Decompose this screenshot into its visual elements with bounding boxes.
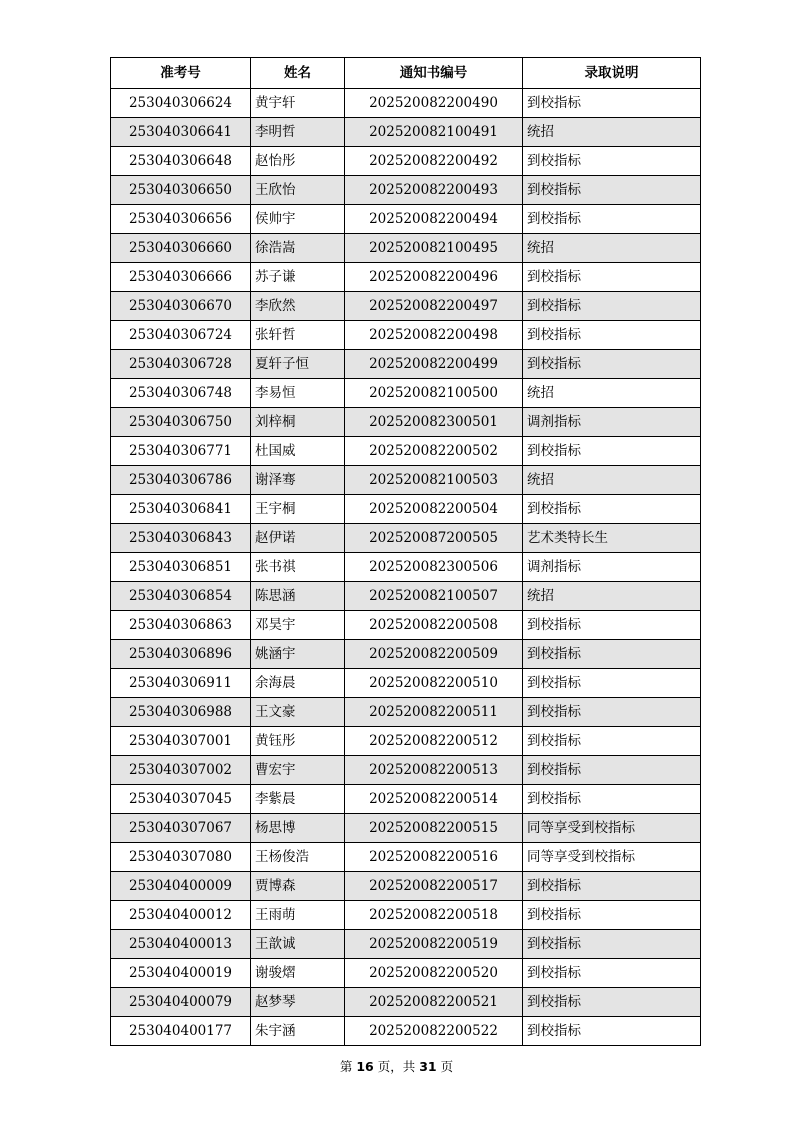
exam-id-cell: 253040400013 (111, 930, 251, 959)
header-admission-note: 录取说明 (523, 58, 701, 89)
exam-id-cell: 253040307002 (111, 756, 251, 785)
exam-id-cell: 253040306728 (111, 350, 251, 379)
admission-note-cell: 到校指标 (523, 611, 701, 640)
table-row (111, 640, 701, 669)
table-row (111, 814, 701, 843)
admission-note-cell: 同等享受到校指标 (523, 843, 701, 872)
notice-number-cell: 202520082200513 (345, 756, 523, 785)
table-row (111, 408, 701, 437)
exam-id-cell: 253040400009 (111, 872, 251, 901)
exam-id-cell: 253040306863 (111, 611, 251, 640)
table-row (111, 843, 701, 872)
admission-note-cell: 到校指标 (523, 437, 701, 466)
table-row (111, 901, 701, 930)
admission-note-cell: 同等享受到校指标 (523, 814, 701, 843)
name-cell: 陈思涵 (251, 582, 345, 611)
name-cell: 谢骏熠 (251, 959, 345, 988)
admission-note-cell: 到校指标 (523, 959, 701, 988)
admission-note-cell: 到校指标 (523, 176, 701, 205)
notice-number-cell: 202520082200514 (345, 785, 523, 814)
notice-number-cell: 202520082100503 (345, 466, 523, 495)
notice-number-cell: 202520082200522 (345, 1017, 523, 1046)
header-name: 姓名 (251, 58, 345, 89)
admission-note-cell: 统招 (523, 582, 701, 611)
table-row (111, 756, 701, 785)
name-cell: 张轩哲 (251, 321, 345, 350)
name-cell: 杜国威 (251, 437, 345, 466)
name-cell: 黄宇轩 (251, 89, 345, 118)
table-row (111, 495, 701, 524)
table-row (111, 727, 701, 756)
notice-number-cell: 202520082200516 (345, 843, 523, 872)
admission-note-cell: 到校指标 (523, 1017, 701, 1046)
name-cell: 赵伊诺 (251, 524, 345, 553)
name-cell: 谢泽骞 (251, 466, 345, 495)
admission-note-cell: 到校指标 (523, 640, 701, 669)
page-number: 16 (356, 1059, 374, 1074)
exam-id-cell: 253040306841 (111, 495, 251, 524)
exam-id-cell: 253040306650 (111, 176, 251, 205)
admission-note-cell: 到校指标 (523, 669, 701, 698)
notice-number-cell: 202520082200498 (345, 321, 523, 350)
exam-id-cell: 253040306851 (111, 553, 251, 582)
name-cell: 王欣怡 (251, 176, 345, 205)
table-row (111, 524, 701, 553)
name-cell: 王歆诚 (251, 930, 345, 959)
exam-id-cell: 253040306656 (111, 205, 251, 234)
notice-number-cell: 202520082200512 (345, 727, 523, 756)
admission-note-cell: 到校指标 (523, 350, 701, 379)
table-row (111, 611, 701, 640)
exam-id-cell: 253040306750 (111, 408, 251, 437)
admission-note-cell: 统招 (523, 379, 701, 408)
table-row (111, 350, 701, 379)
notice-number-cell: 202520082300501 (345, 408, 523, 437)
admission-note-cell: 到校指标 (523, 698, 701, 727)
admission-note-cell: 到校指标 (523, 988, 701, 1017)
header-notice-number: 通知书编号 (345, 58, 523, 89)
exam-id-cell: 253040306988 (111, 698, 251, 727)
admission-note-cell: 到校指标 (523, 785, 701, 814)
footer-suffix: 页 (440, 1059, 454, 1074)
admission-note-cell: 统招 (523, 466, 701, 495)
admission-note-cell: 到校指标 (523, 872, 701, 901)
name-cell: 侯帅宇 (251, 205, 345, 234)
exam-id-cell: 253040400012 (111, 901, 251, 930)
name-cell: 朱宇涵 (251, 1017, 345, 1046)
page-footer (0, 1057, 793, 1075)
table-row (111, 118, 701, 147)
name-cell: 姚涵宇 (251, 640, 345, 669)
table-row (111, 582, 701, 611)
table-row (111, 988, 701, 1017)
name-cell: 李欣然 (251, 292, 345, 321)
exam-id-cell: 253040306660 (111, 234, 251, 263)
notice-number-cell: 202520082200519 (345, 930, 523, 959)
header-exam-id: 准考号 (111, 58, 251, 89)
admission-note-cell: 到校指标 (523, 756, 701, 785)
table-row (111, 553, 701, 582)
exam-id-cell: 253040306641 (111, 118, 251, 147)
table-row (111, 205, 701, 234)
notice-number-cell: 202520082200499 (345, 350, 523, 379)
exam-id-cell: 253040306648 (111, 147, 251, 176)
exam-id-cell: 253040306854 (111, 582, 251, 611)
admission-roster (110, 57, 701, 1046)
admission-table (110, 57, 701, 1046)
admission-note-cell: 到校指标 (523, 495, 701, 524)
admission-note-cell: 艺术类特长生 (523, 524, 701, 553)
admission-note-cell: 到校指标 (523, 727, 701, 756)
notice-number-cell: 202520082200511 (345, 698, 523, 727)
name-cell: 夏轩子恒 (251, 350, 345, 379)
footer-prefix: 第 (339, 1059, 353, 1074)
exam-id-cell: 253040306624 (111, 89, 251, 118)
exam-id-cell: 253040307001 (111, 727, 251, 756)
table-row (111, 292, 701, 321)
notice-number-cell: 202520082200508 (345, 611, 523, 640)
name-cell: 贾博森 (251, 872, 345, 901)
table-row (111, 379, 701, 408)
name-cell: 王宇桐 (251, 495, 345, 524)
notice-number-cell: 202520082200518 (345, 901, 523, 930)
total-pages: 31 (419, 1059, 437, 1074)
exam-id-cell: 253040306843 (111, 524, 251, 553)
notice-number-cell: 202520082200497 (345, 292, 523, 321)
footer-middle: 页，共 (377, 1059, 416, 1074)
name-cell: 苏子谦 (251, 263, 345, 292)
table-header-row (111, 58, 701, 89)
notice-number-cell: 202520082200492 (345, 147, 523, 176)
admission-note-cell: 调剂指标 (523, 408, 701, 437)
name-cell: 杨思博 (251, 814, 345, 843)
admission-note-cell: 到校指标 (523, 263, 701, 292)
table-row (111, 466, 701, 495)
table-row (111, 698, 701, 727)
name-cell: 王文豪 (251, 698, 345, 727)
exam-id-cell: 253040306666 (111, 263, 251, 292)
name-cell: 王雨萌 (251, 901, 345, 930)
name-cell: 李紫晨 (251, 785, 345, 814)
notice-number-cell: 202520082200496 (345, 263, 523, 292)
admission-note-cell: 到校指标 (523, 292, 701, 321)
notice-number-cell: 202520082200517 (345, 872, 523, 901)
exam-id-cell: 253040400177 (111, 1017, 251, 1046)
name-cell: 赵梦琴 (251, 988, 345, 1017)
notice-number-cell: 202520082200520 (345, 959, 523, 988)
name-cell: 李明哲 (251, 118, 345, 147)
notice-number-cell: 202520082100491 (345, 118, 523, 147)
table-row (111, 669, 701, 698)
name-cell: 张书祺 (251, 553, 345, 582)
table-row (111, 437, 701, 466)
notice-number-cell: 202520082200504 (345, 495, 523, 524)
admission-note-cell: 统招 (523, 234, 701, 263)
notice-number-cell: 202520082200490 (345, 89, 523, 118)
exam-id-cell: 253040307080 (111, 843, 251, 872)
exam-id-cell: 253040306748 (111, 379, 251, 408)
notice-number-cell: 202520082200515 (345, 814, 523, 843)
exam-id-cell: 253040306724 (111, 321, 251, 350)
table-row (111, 959, 701, 988)
notice-number-cell: 202520082200510 (345, 669, 523, 698)
table-row (111, 263, 701, 292)
exam-id-cell: 253040306911 (111, 669, 251, 698)
table-row (111, 89, 701, 118)
notice-number-cell: 202520082200493 (345, 176, 523, 205)
notice-number-cell: 202520082200509 (345, 640, 523, 669)
exam-id-cell: 253040306670 (111, 292, 251, 321)
exam-id-cell: 253040400079 (111, 988, 251, 1017)
admission-note-cell: 到校指标 (523, 89, 701, 118)
notice-number-cell: 202520082100495 (345, 234, 523, 263)
admission-note-cell: 到校指标 (523, 930, 701, 959)
exam-id-cell: 253040306786 (111, 466, 251, 495)
table-row (111, 785, 701, 814)
exam-id-cell: 253040400019 (111, 959, 251, 988)
notice-number-cell: 202520082300506 (345, 553, 523, 582)
name-cell: 黄钰彤 (251, 727, 345, 756)
admission-note-cell: 到校指标 (523, 321, 701, 350)
name-cell: 赵怡彤 (251, 147, 345, 176)
name-cell: 曹宏宇 (251, 756, 345, 785)
notice-number-cell: 202520082200494 (345, 205, 523, 234)
table-row (111, 1017, 701, 1046)
notice-number-cell: 202520082100507 (345, 582, 523, 611)
table-row (111, 234, 701, 263)
table-row (111, 872, 701, 901)
admission-note-cell: 调剂指标 (523, 553, 701, 582)
name-cell: 李易恒 (251, 379, 345, 408)
table-row (111, 321, 701, 350)
notice-number-cell: 202520082200502 (345, 437, 523, 466)
table-row (111, 930, 701, 959)
name-cell: 王杨俊浩 (251, 843, 345, 872)
notice-number-cell: 202520082100500 (345, 379, 523, 408)
admission-note-cell: 到校指标 (523, 205, 701, 234)
name-cell: 邓昊宇 (251, 611, 345, 640)
notice-number-cell: 202520087200505 (345, 524, 523, 553)
admission-note-cell: 到校指标 (523, 901, 701, 930)
admission-note-cell: 到校指标 (523, 147, 701, 176)
notice-number-cell: 202520082200521 (345, 988, 523, 1017)
name-cell: 余海晨 (251, 669, 345, 698)
table-row (111, 176, 701, 205)
exam-id-cell: 253040306771 (111, 437, 251, 466)
exam-id-cell: 253040306896 (111, 640, 251, 669)
name-cell: 徐浩嵩 (251, 234, 345, 263)
admission-note-cell: 统招 (523, 118, 701, 147)
exam-id-cell: 253040307067 (111, 814, 251, 843)
table-row (111, 147, 701, 176)
name-cell: 刘梓桐 (251, 408, 345, 437)
exam-id-cell: 253040307045 (111, 785, 251, 814)
